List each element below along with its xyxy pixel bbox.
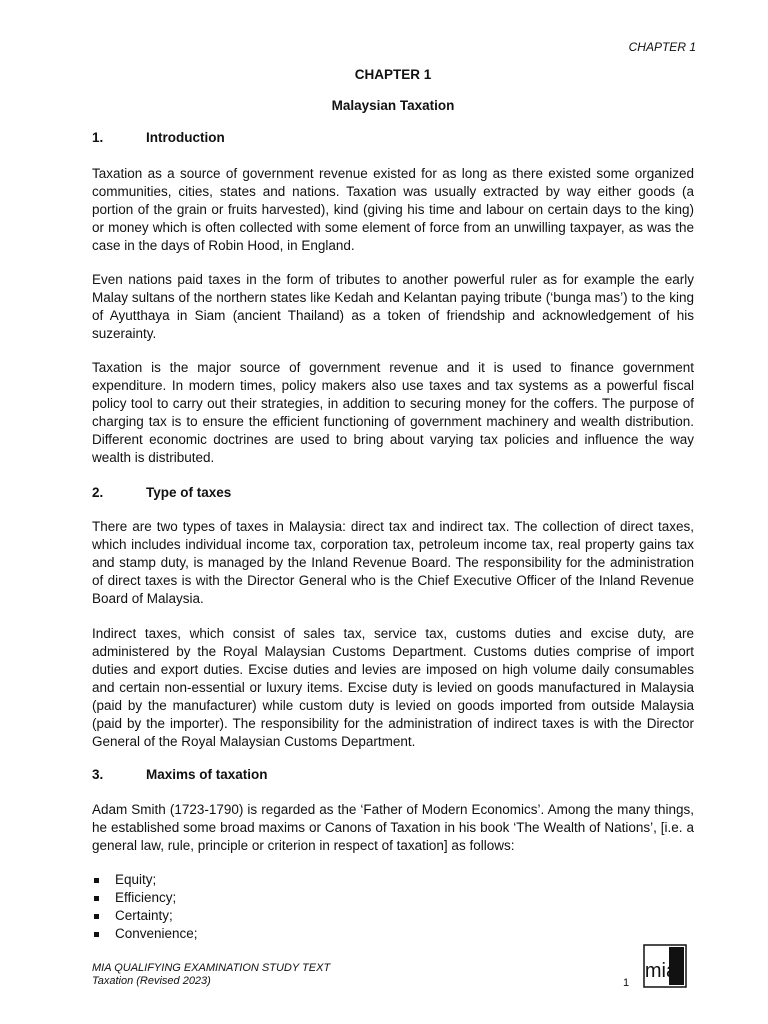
list-item: Convenience; [92, 925, 198, 943]
section-title: Introduction [146, 130, 225, 145]
chapter-subtitle: Malaysian Taxation [331, 98, 455, 113]
list-item: Certainty; [92, 907, 198, 925]
paragraph: Taxation as a source of government revenue existed for as long as there existed some organized communities, cities, states and nations. Taxation was usually extracted by way either goods (a portion of the grain or fruits harvested), kind (giving his time and labour on certain days to the king) or money which is often collected with some element of force from an unwilling taxpayer, as was the case in the days of Robin Hood, in England. [92, 166, 694, 253]
section-number: 1. [92, 130, 104, 145]
mia-logo [643, 944, 687, 988]
section-heading-type-of-taxes [92, 485, 231, 500]
section-heading-introduction [92, 130, 225, 145]
list-item: Equity; [92, 871, 198, 889]
section-heading-maxims-of-taxation [92, 767, 268, 782]
logo-text: mia [644, 960, 678, 982]
paragraph: Even nations paid taxes in the form of tributes to another powerful ruler as for example the early Malay sultans of the northern states like Kedah and Kelantan paying tribute (‘bunga mas’) to the king of Ayutthaya in Siam (ancient Thailand) as a token of friendship and acknowledgement of his suzerainty. [92, 272, 694, 341]
section-title: Maxims of taxation [146, 767, 268, 782]
paragraph: Taxation is the major source of government revenue and it is used to finance government expenditure. In modern times, policy makers also use taxes and tax systems as a powerful fiscal policy tool to carry out their strategies, in addition to securing money for the coffers. The purpose of charging tax is to ensure the efficient functioning of government machinery and wealth distribution. Different economic doctrines are used to bring about varying tax policies and influence the way wealth is distributed. [92, 360, 694, 465]
page-number: 1 [623, 977, 630, 989]
footer [92, 962, 330, 988]
footer-line-edition: Taxation (Revised 2023) [92, 975, 211, 987]
list-item: Efficiency; [92, 889, 198, 907]
paragraph: Indirect taxes, which consist of sales tax, service tax, customs duties and excise duty, are administered by the Royal Malaysian Customs Department. Customs duties comprise of import duties and export duties. Excise duties and levies are imposed on high volume daily consumables and certain non-essential or luxury items. Excise duty is levied on goods manufactured in Malaysia (paid by the manufacturer) while custom duty is levied on goods imported from outside Malaysia (paid by the importer). The responsibility for the administration of indirect taxes is with the Director General of the Royal Malaysian Customs Department. [92, 626, 694, 749]
running-header: CHAPTER 1 [628, 40, 696, 54]
section-number: 2. [92, 485, 104, 500]
maxims-list [92, 871, 198, 943]
chapter-title: CHAPTER 1 [354, 67, 432, 82]
paragraph: Adam Smith (1723-1790) is regarded as the ‘Father of Modern Economics’. Among the many things, he established some broad maxims or Canons of Taxation in his book ‘The Wealth of Nations’, [i.e. a general law, rule, principle or criterion in respect of taxation] as follows: [92, 802, 694, 853]
section-title: Type of taxes [146, 485, 232, 500]
paragraph: There are two types of taxes in Malaysia: direct tax and indirect tax. The collection of direct taxes, which includes individual income tax, corporation tax, petroleum income tax, real property gains tax and stamp duty, is managed by the Inland Revenue Board. The responsibility for the administration of direct taxes is with the Director General who is the Chief Executive Officer of the Inland Revenue Board of Malaysia. [92, 519, 694, 606]
footer-line-study-text: MIA QUALIFYING EXAMINATION STUDY TEXT [92, 962, 331, 974]
section-number: 3. [92, 767, 104, 782]
